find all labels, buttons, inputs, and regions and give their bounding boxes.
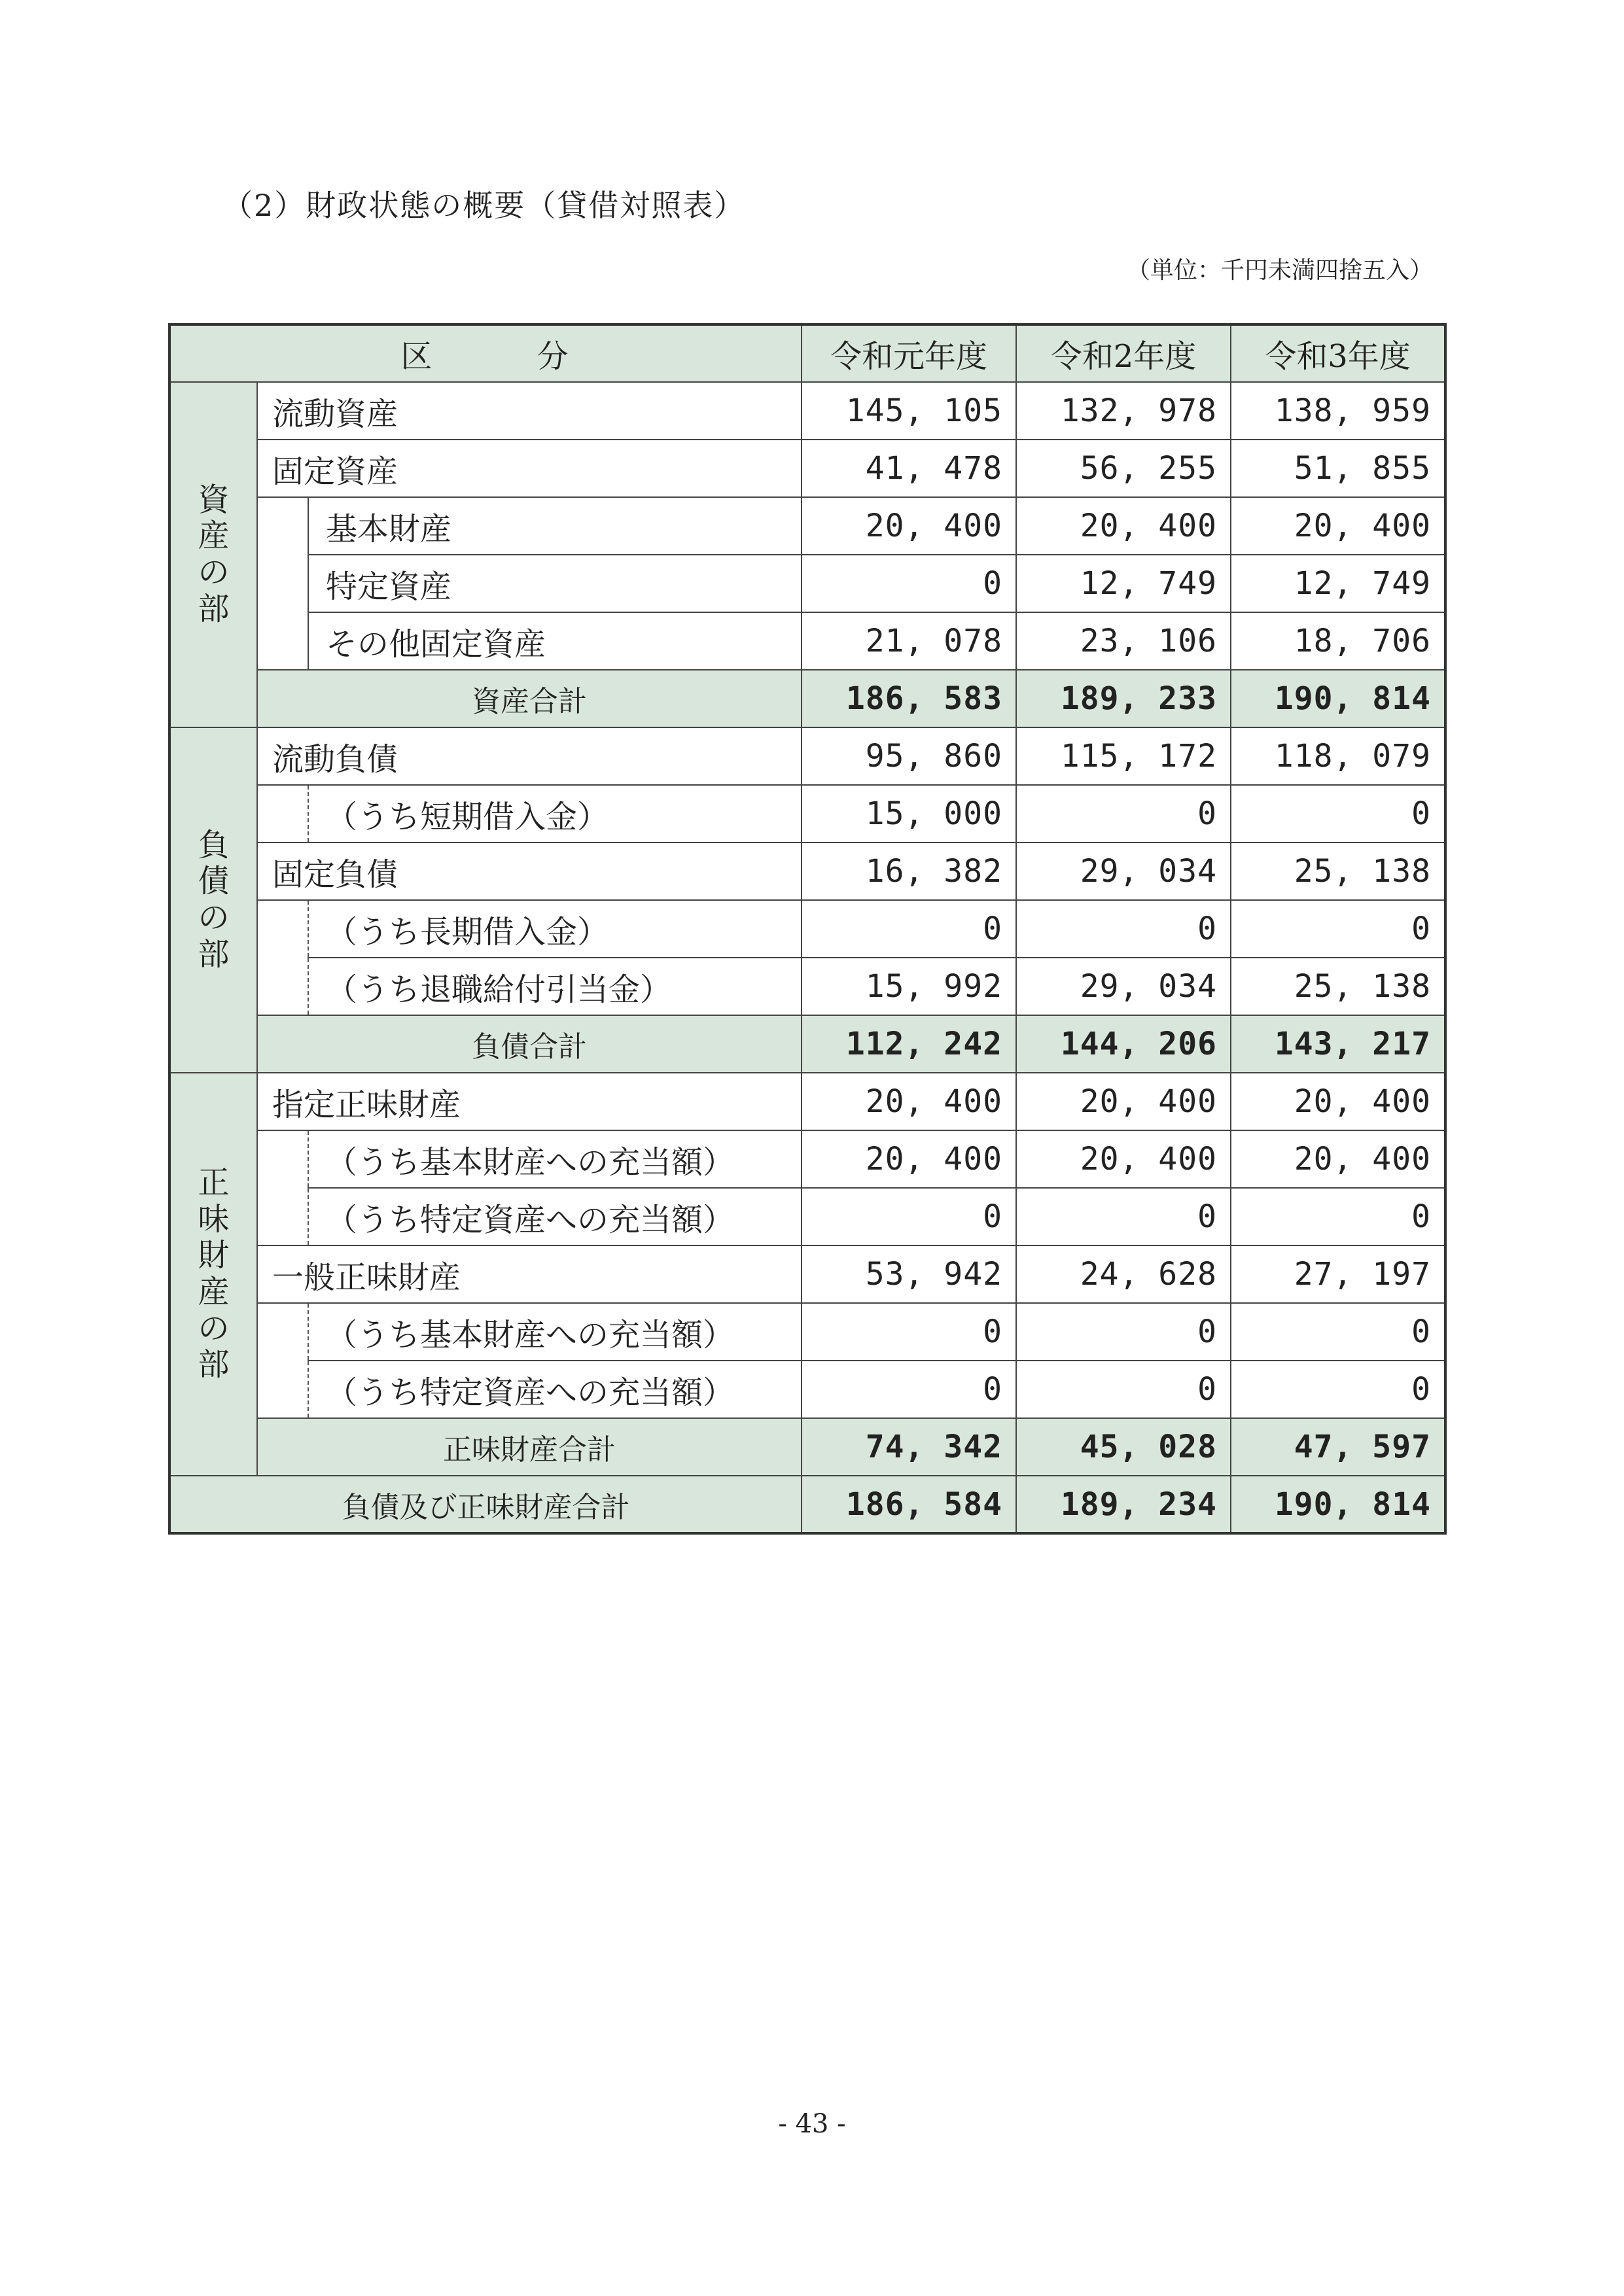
value-y2: 20, 400	[1016, 497, 1231, 555]
table-row	[169, 843, 1445, 900]
row-label: 基本財産	[308, 497, 802, 555]
value-y2: 132, 978	[1016, 382, 1231, 440]
section-net-assets: 正味財産の部	[169, 1073, 257, 1476]
value-y1: 21, 078	[802, 612, 1016, 670]
value-y1: 0	[802, 1361, 1016, 1418]
table-row	[169, 555, 1445, 612]
value-y3: 143, 217	[1231, 1015, 1445, 1073]
header-year-2: 令和2年度	[1016, 324, 1231, 382]
value-y3: 12, 749	[1231, 555, 1445, 612]
value-y2: 0	[1016, 785, 1231, 843]
value-y3: 18, 706	[1231, 612, 1445, 670]
total-row	[169, 670, 1445, 727]
value-y3: 47, 597	[1231, 1418, 1445, 1476]
table-header-row	[169, 324, 1445, 382]
value-y1: 15, 992	[802, 958, 1016, 1015]
row-label: 特定資産	[308, 555, 802, 612]
value-y3: 25, 138	[1231, 843, 1445, 900]
value-y2: 45, 028	[1016, 1418, 1231, 1476]
value-y1: 186, 583	[802, 670, 1016, 727]
table-row	[169, 612, 1445, 670]
value-y2: 0	[1016, 1303, 1231, 1361]
value-y3: 190, 814	[1231, 1476, 1445, 1533]
value-y1: 53, 942	[802, 1245, 1016, 1303]
table-row	[169, 958, 1445, 1015]
value-y3: 0	[1231, 1188, 1445, 1245]
row-label: （うち短期借入金）	[308, 785, 802, 843]
value-y3: 20, 400	[1231, 1130, 1445, 1188]
total-label: 資産合計	[257, 670, 802, 727]
value-y2: 189, 234	[1016, 1476, 1231, 1533]
row-label: 流動負債	[257, 727, 802, 785]
total-label: 正味財産合計	[257, 1418, 802, 1476]
value-y2: 24, 628	[1016, 1245, 1231, 1303]
value-y1: 112, 242	[802, 1015, 1016, 1073]
row-label: 一般正味財産	[257, 1245, 802, 1303]
value-y3: 51, 855	[1231, 440, 1445, 497]
header-kubun: 区 分	[169, 324, 802, 382]
value-y1: 145, 105	[802, 382, 1016, 440]
indent-cell	[257, 612, 308, 670]
value-y2: 189, 233	[1016, 670, 1231, 727]
row-label: 指定正味財産	[257, 1073, 802, 1130]
indent-cell	[257, 1130, 308, 1188]
value-y2: 20, 400	[1016, 1130, 1231, 1188]
indent-cell	[257, 1303, 308, 1361]
value-y1: 0	[802, 900, 1016, 958]
value-y2: 115, 172	[1016, 727, 1231, 785]
unit-note: （単位：千円未満四捨五入）	[1126, 257, 1433, 284]
row-label: 固定資産	[257, 440, 802, 497]
value-y3: 138, 959	[1231, 382, 1445, 440]
header-year-3: 令和3年度	[1231, 324, 1445, 382]
grand-total-row	[169, 1476, 1445, 1533]
table-row	[169, 440, 1445, 497]
indent-cell	[257, 900, 308, 958]
total-row	[169, 1418, 1445, 1476]
table-row	[169, 1073, 1445, 1130]
value-y3: 0	[1231, 900, 1445, 958]
table-row	[169, 785, 1445, 843]
value-y3: 20, 400	[1231, 1073, 1445, 1130]
table-row	[169, 1303, 1445, 1361]
value-y1: 16, 382	[802, 843, 1016, 900]
balance-sheet-table	[168, 323, 1447, 1535]
value-y2: 0	[1016, 1188, 1231, 1245]
table-row	[169, 900, 1445, 958]
value-y3: 20, 400	[1231, 497, 1445, 555]
value-y1: 20, 400	[802, 497, 1016, 555]
indent-cell	[257, 497, 308, 555]
value-y1: 15, 000	[802, 785, 1016, 843]
grand-total-label: 負債及び正味財産合計	[169, 1476, 802, 1533]
row-label: 流動資産	[257, 382, 802, 440]
row-label: （うち長期借入金）	[308, 900, 802, 958]
value-y2: 0	[1016, 900, 1231, 958]
value-y3: 190, 814	[1231, 670, 1445, 727]
value-y1: 0	[802, 1303, 1016, 1361]
row-label: （うち退職給付引当金）	[308, 958, 802, 1015]
indent-cell	[257, 1361, 308, 1418]
table-row	[169, 382, 1445, 440]
value-y2: 23, 106	[1016, 612, 1231, 670]
value-y1: 20, 400	[802, 1130, 1016, 1188]
value-y3: 0	[1231, 785, 1445, 843]
table-row	[169, 497, 1445, 555]
value-y1: 41, 478	[802, 440, 1016, 497]
row-label: （うち特定資産への充当額）	[308, 1188, 802, 1245]
header-year-1: 令和元年度	[802, 324, 1016, 382]
table-row	[169, 1188, 1445, 1245]
section-liabilities: 負債の部	[169, 727, 257, 1073]
total-row	[169, 1015, 1445, 1073]
value-y2: 56, 255	[1016, 440, 1231, 497]
value-y2: 12, 749	[1016, 555, 1231, 612]
indent-cell	[257, 1188, 308, 1245]
row-label: （うち基本財産への充当額）	[308, 1130, 802, 1188]
value-y3: 118, 079	[1231, 727, 1445, 785]
page-heading: （2）財政状態の概要（貸借対照表）	[222, 188, 746, 223]
row-label: 固定負債	[257, 843, 802, 900]
value-y1: 186, 584	[802, 1476, 1016, 1533]
value-y2: 20, 400	[1016, 1073, 1231, 1130]
total-label: 負債合計	[257, 1015, 802, 1073]
value-y2: 29, 034	[1016, 958, 1231, 1015]
indent-cell	[257, 555, 308, 612]
value-y2: 144, 206	[1016, 1015, 1231, 1073]
table-row	[169, 1130, 1445, 1188]
table-row	[169, 727, 1445, 785]
value-y3: 27, 197	[1231, 1245, 1445, 1303]
value-y1: 74, 342	[802, 1418, 1016, 1476]
indent-cell	[257, 785, 308, 843]
page-number: - 43 -	[778, 2109, 846, 2139]
value-y3: 25, 138	[1231, 958, 1445, 1015]
table-row	[169, 1245, 1445, 1303]
value-y2: 0	[1016, 1361, 1231, 1418]
value-y2: 29, 034	[1016, 843, 1231, 900]
value-y1: 95, 860	[802, 727, 1016, 785]
row-label: （うち基本財産への充当額）	[308, 1303, 802, 1361]
indent-cell	[257, 958, 308, 1015]
row-label: その他固定資産	[308, 612, 802, 670]
value-y1: 0	[802, 555, 1016, 612]
table-row	[169, 1361, 1445, 1418]
value-y1: 0	[802, 1188, 1016, 1245]
row-label: （うち特定資産への充当額）	[308, 1361, 802, 1418]
value-y3: 0	[1231, 1361, 1445, 1418]
value-y3: 0	[1231, 1303, 1445, 1361]
value-y1: 20, 400	[802, 1073, 1016, 1130]
section-assets: 資産の部	[169, 382, 257, 727]
